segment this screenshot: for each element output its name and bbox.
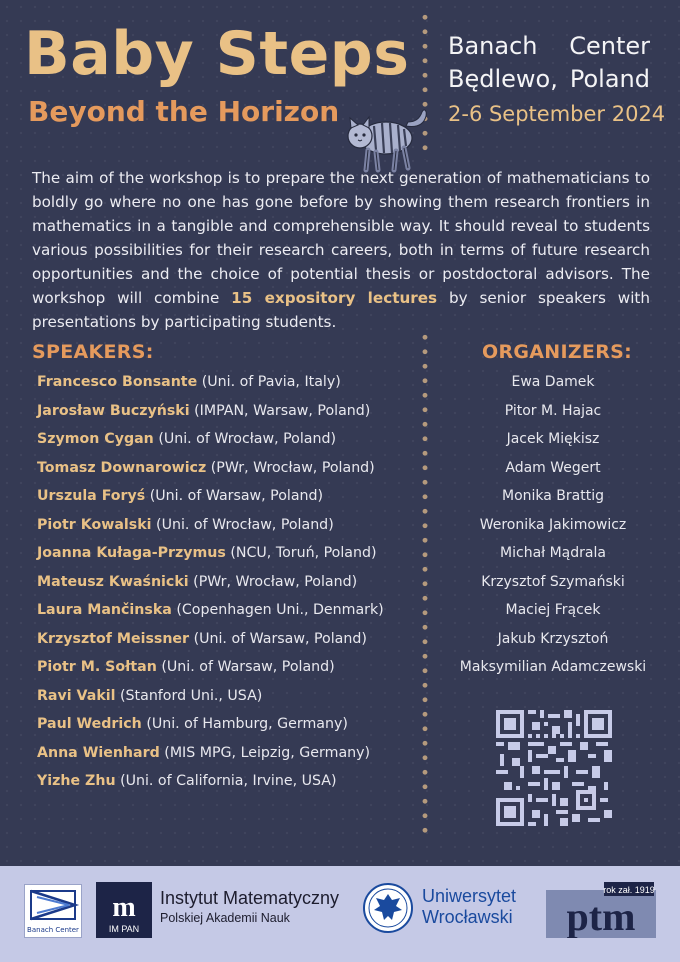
list-item: Yizhe Zhu (Uni. of California, Irvine, USA): [37, 773, 337, 789]
impan-logo-icon[interactable]: [96, 882, 152, 938]
ptm-logo[interactable]: [546, 882, 656, 938]
banach-center-icon: [25, 885, 81, 925]
cat-illustration: [338, 96, 430, 174]
svg-text:m: m: [112, 892, 136, 923]
list-item: Joanna Kułaga-Przymus (NCU, Toruń, Poland): [37, 545, 377, 561]
venue-line-1: Banach Center: [448, 32, 650, 60]
highlight-lectures: 15 expository lectures: [231, 289, 438, 307]
list-item: Krzysztof Szymański: [481, 573, 625, 590]
venue-block: [448, 30, 666, 131]
speaker-list: [37, 368, 384, 796]
list-item: Piotr M. Sołtan (Uni. of Warsaw, Poland): [37, 659, 335, 675]
poster-subtitle: Beyond the Horizon: [28, 95, 340, 128]
list-item: Ravi Vakil (Stanford Uni., USA): [37, 687, 263, 704]
divider-dots-main: [421, 330, 429, 842]
list-item: Adam Wegert: [505, 459, 601, 476]
list-item: Ewa Damek: [511, 374, 595, 390]
list-item: Tomasz Downarowicz (PWr, Wrocław, Poland): [37, 459, 375, 476]
list-item: Paul Wedrich (Uni. of Hamburg, Germany): [37, 716, 348, 732]
list-item: Anna Wienhard (MIS MPG, Leipzig, Germany): [37, 744, 371, 761]
list-item: Jacek Miękisz: [506, 431, 600, 447]
list-item: Piotr Kowalski (Uni. of Wrocław, Poland): [37, 516, 334, 533]
impan-name: Instytut Matematyczny Polskiej Akademii Nauk: [160, 888, 340, 925]
list-item: Pitor M. Hajac: [504, 402, 602, 419]
list-item: Laura Mančinska (Copenhagen Uni., Denmark): [37, 602, 384, 618]
list-item: Michał Mądrala: [500, 545, 606, 561]
workshop-description: The aim of the workshop is to prepare the next generation of mathematicians to boldly go where no one has gone before by showing them research frontiers in mathematics in a tangible and comprehensible way. It should reveal to students various possibilities for their research careers, both in terms of future research opportunities and the choice of potential thesis or postdoctoral advisors. The workshop will combine 15 expository lectures by senior speakers with presentations by participating students.: [32, 169, 651, 331]
svg-text:rok zał. 1919: rok zał. 1919: [603, 885, 655, 895]
list-item: Maksymilian Adamczewski: [459, 659, 647, 675]
list-item: Jarosław Buczyński (IMPAN, Warsaw, Poland): [37, 402, 371, 419]
svg-text:ptm: ptm: [566, 894, 636, 938]
list-item: Weronika Jakimowicz: [479, 516, 627, 533]
list-item: Mateusz Kwaśnicki (PWr, Wrocław, Poland): [37, 573, 358, 590]
list-item: Monika Brattig: [502, 488, 604, 504]
sponsor-footer: [0, 866, 680, 962]
poster-title: Baby Steps: [24, 19, 410, 89]
list-item: Krzysztof Meissner (Uni. of Warsaw, Poland): [37, 630, 367, 647]
svg-text:IM PAN: IM PAN: [108, 924, 140, 934]
uwr-eagle-icon[interactable]: [362, 882, 414, 934]
list-item: Jakub Krzysztoń: [497, 630, 609, 647]
list-item: Maciej Frącek: [505, 602, 601, 618]
banach-center-logo[interactable]: Banach Center: [24, 884, 82, 938]
list-item: Francesco Bonsante (Uni. of Pavia, Italy): [37, 374, 341, 390]
organizers-heading: ORGANIZERS:: [482, 341, 633, 363]
list-item: Urszula Foryś (Uni. of Warsaw, Poland): [37, 488, 324, 504]
organizer-list: [448, 368, 658, 682]
qr-code[interactable]: [496, 710, 612, 826]
venue-line-2: Będlewo, Poland: [448, 65, 650, 93]
event-date: 2-6 September 2024: [448, 102, 666, 126]
uwr-name: Uniwersytet Wrocławski: [422, 886, 517, 927]
speakers-heading: SPEAKERS:: [32, 341, 154, 363]
list-item: Szymon Cygan (Uni. of Wrocław, Poland): [37, 431, 337, 447]
